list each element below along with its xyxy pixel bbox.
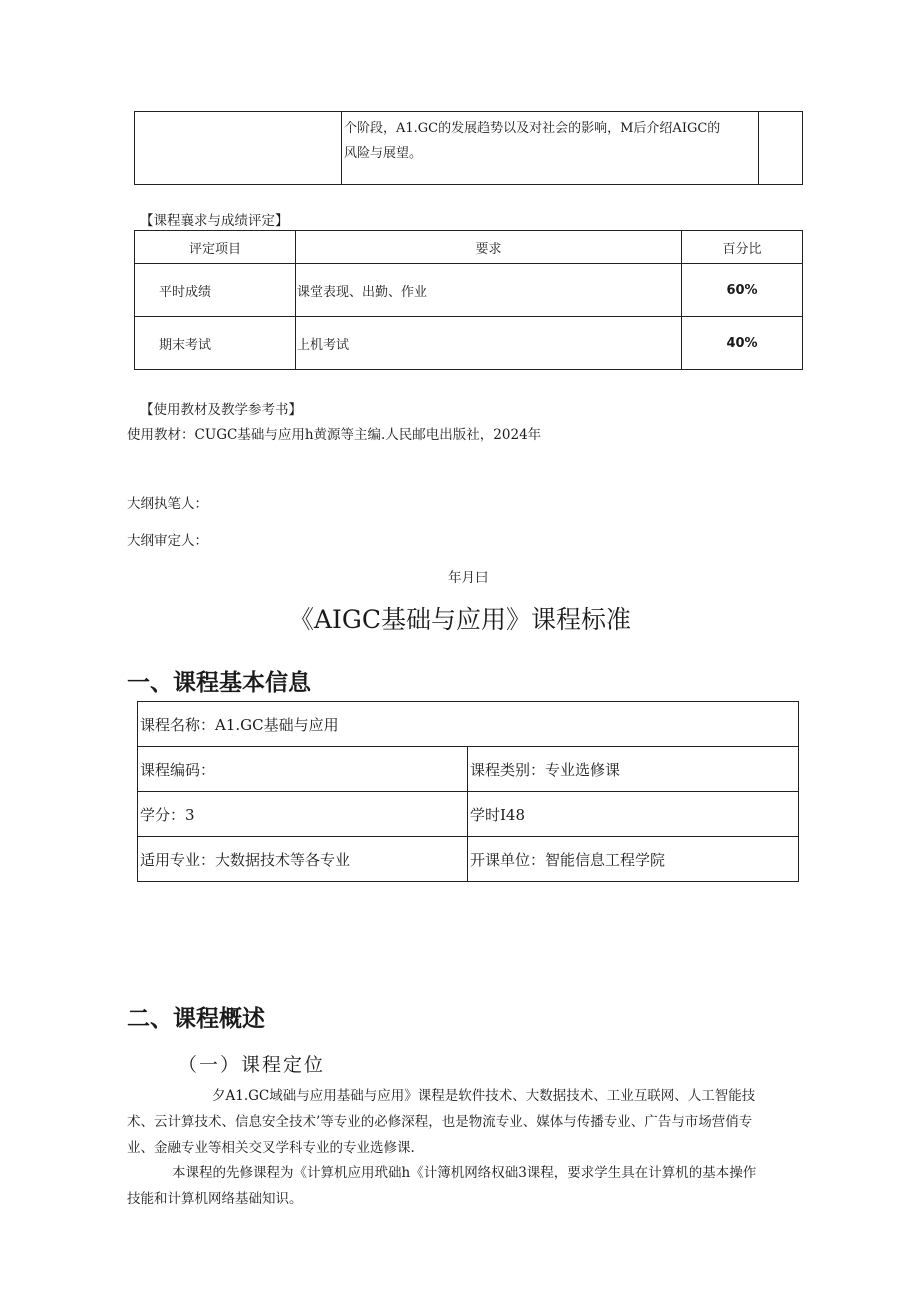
table-row (138, 792, 799, 837)
table-header-row (135, 231, 803, 264)
table-row (135, 264, 803, 317)
row-item: 平时成绩 (135, 264, 296, 317)
column-header-item: 评定项目 (135, 231, 296, 264)
majors-cell: 适用专业：大数据技术等各专业 (138, 837, 468, 882)
table-cell-empty (759, 112, 803, 185)
column-header-percent: 百分比 (682, 231, 803, 264)
outline-writer-label: 大纲执笔人： (127, 496, 208, 512)
paragraph-1-line-2: 术、云计算技术、信息安全技术’等专业的必修深程，也是物流专业、媒体与传播专业、广告与市场营俏专 (127, 1114, 753, 1130)
hours-cell: 学时I48 (468, 792, 799, 837)
paragraph-2-line-2: 技能和计算机网络基础知识。 (127, 1191, 303, 1207)
content-line-2: 风险与展望。 (344, 146, 423, 161)
row-percent: 60% (682, 264, 803, 317)
textbook-heading: 【使用教材及教学参考书】 (140, 402, 302, 418)
course-type-cell: 课程类别：专业选修课 (468, 747, 799, 792)
column-header-requirement: 要求 (296, 231, 682, 264)
row-percent: 40% (682, 317, 803, 370)
paragraph-1 (127, 1083, 807, 1161)
grading-table (134, 230, 803, 370)
section-2-heading: 二、课程概述 (127, 1006, 265, 1032)
unit-cell: 开课单位：智能信息工程学院 (468, 837, 799, 882)
course-name-cell: 课程名称：A1.GC基础与应用 (138, 702, 799, 747)
outline-reviewer-label: 大纲审定人： (127, 533, 208, 549)
table-row (135, 317, 803, 370)
table-row (135, 112, 803, 185)
document-title: 《AIGC基础与应用》课程标准 (288, 605, 632, 634)
subsection-heading: （一）课程定位 (178, 1054, 326, 1076)
row-item: 期末考试 (135, 317, 296, 370)
paragraph-2-line-1: 本课程的先修课程为《计算机应用玳础h《计簿机网络权础3课程，要求学生具在计算机的基本操作 (172, 1165, 757, 1181)
textbook-line: 使用教材：CUGC基础与应用h黄源等主编.人民邮电出版社，2024年 (127, 427, 542, 443)
table-row (138, 837, 799, 882)
table-cell-empty (135, 112, 342, 185)
course-info-table (137, 701, 799, 882)
date-line: 年月曰 (448, 570, 489, 586)
paragraph-1-line-1: 夕A1.GC域础与应用基础与应用》课程是软件技术、大数据技术、工业互联网、人工智能技 (212, 1088, 756, 1104)
table-row (138, 702, 799, 747)
row-requirement: 上机考试 (296, 317, 682, 370)
course-content-table-fragment (134, 111, 803, 185)
credits-cell: 学分：3 (138, 792, 468, 837)
table-row (138, 747, 799, 792)
grading-heading: 【课程襄求与成绩评定】 (140, 213, 289, 229)
row-requirement: 课堂表现、出勤、作业 (296, 264, 682, 317)
table-cell-content (342, 112, 759, 185)
paragraph-2 (127, 1160, 807, 1212)
paragraph-1-line-3: 业、金融专业等相关交叉学科专业的专业选修课. (127, 1140, 415, 1156)
content-line-1: 个阶段，A1.GC的发展趋势以及对社会的影响，M后介绍AIGC的 (344, 121, 721, 136)
section-1-heading: 一、课程基本信息 (127, 670, 311, 696)
course-code-cell: 课程编码： (138, 747, 468, 792)
